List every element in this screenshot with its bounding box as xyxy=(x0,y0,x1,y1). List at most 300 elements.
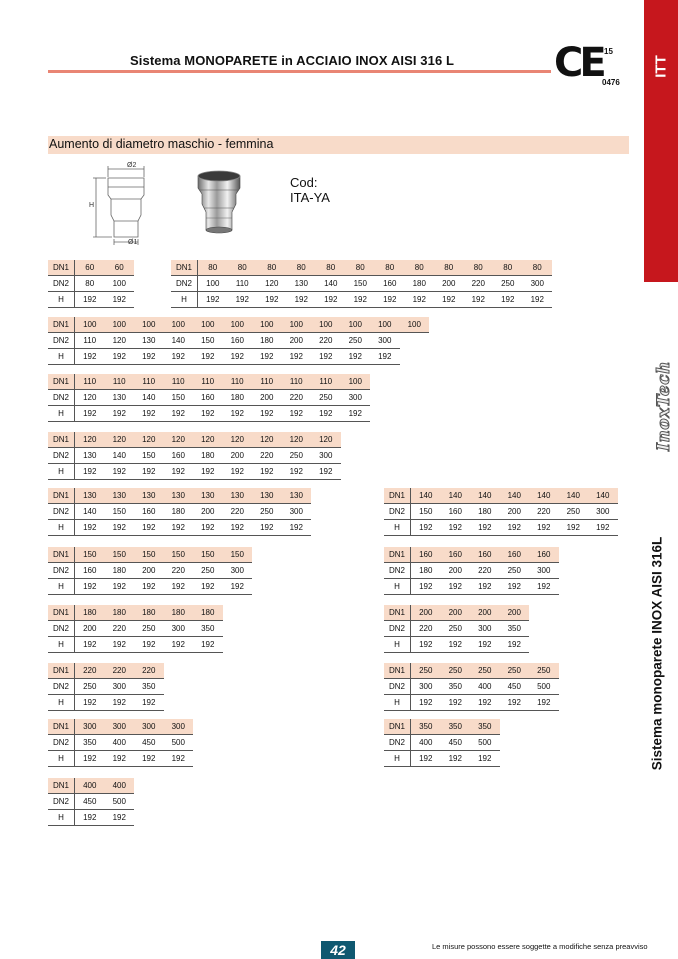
table-cell: 350 xyxy=(193,621,223,637)
table-cell: 150 xyxy=(105,547,135,563)
table-cell: 500 xyxy=(529,679,559,695)
table-cell: 220 xyxy=(464,276,494,292)
table-row xyxy=(48,735,193,751)
table-cell: 150 xyxy=(193,547,223,563)
table-cell: 100 xyxy=(164,317,194,333)
table-cell: 192 xyxy=(134,695,164,711)
table-cell: 192 xyxy=(75,637,105,653)
dimension-table xyxy=(48,488,311,536)
table-cell: 192 xyxy=(105,406,135,422)
table-cell: 140 xyxy=(75,504,105,520)
table-cell: 300 xyxy=(105,719,135,735)
row-header-cell: H xyxy=(171,292,198,308)
table-cell: 130 xyxy=(287,276,317,292)
table-cell: 180 xyxy=(411,563,441,579)
table-cell: 120 xyxy=(252,432,282,448)
table-cell: 192 xyxy=(282,349,312,365)
table-cell: 300 xyxy=(341,390,371,406)
table-cell: 450 xyxy=(75,794,105,810)
table-cell: 160 xyxy=(441,547,471,563)
table-cell: 450 xyxy=(441,735,471,751)
table-cell: 250 xyxy=(470,663,500,679)
table-cell: 140 xyxy=(316,276,346,292)
table-cell: 160 xyxy=(375,276,405,292)
table-cell: 180 xyxy=(223,390,253,406)
table-row xyxy=(48,794,134,810)
table-cell: 192 xyxy=(105,579,135,595)
table-cell: 192 xyxy=(75,349,105,365)
table-cell: 192 xyxy=(193,406,223,422)
row-header-cell: H xyxy=(384,520,411,536)
table-cell: 250 xyxy=(411,663,441,679)
table-cell: 192 xyxy=(441,637,471,653)
row-header-cell: DN2 xyxy=(384,679,411,695)
table-cell: 120 xyxy=(282,432,312,448)
table-cell: 300 xyxy=(470,621,500,637)
table-row xyxy=(48,579,252,595)
table-cell: 220 xyxy=(282,390,312,406)
table-cell: 350 xyxy=(500,621,530,637)
table-cell: 192 xyxy=(193,349,223,365)
dim-top-label: Ø2 xyxy=(127,162,137,169)
table-cell: 192 xyxy=(164,406,194,422)
table-cell: 180 xyxy=(252,333,282,349)
table-row xyxy=(48,349,429,365)
table-row xyxy=(384,488,618,504)
table-cell: 192 xyxy=(411,751,441,767)
ce-number-bottom: 0476 xyxy=(602,78,620,87)
table-row xyxy=(48,276,134,292)
table-cell: 192 xyxy=(411,579,441,595)
language-tab xyxy=(644,0,678,282)
table-row xyxy=(48,464,341,480)
table-cell: 192 xyxy=(441,579,471,595)
row-header-cell: DN2 xyxy=(48,563,75,579)
table-cell: 140 xyxy=(588,488,618,504)
row-header-cell: H xyxy=(48,464,75,480)
table-cell: 110 xyxy=(105,374,135,390)
table-cell: 192 xyxy=(252,464,282,480)
table-cell: 192 xyxy=(411,637,441,653)
table-cell: 200 xyxy=(441,605,471,621)
ce-number-top: 15 xyxy=(604,47,613,56)
table-cell: 120 xyxy=(223,432,253,448)
table-row xyxy=(48,448,341,464)
table-row xyxy=(48,695,164,711)
table-cell: 192 xyxy=(411,695,441,711)
table-cell: 100 xyxy=(400,317,430,333)
table-cell: 400 xyxy=(411,735,441,751)
table-cell: 100 xyxy=(198,276,228,292)
table-cell: 220 xyxy=(105,621,135,637)
table-row xyxy=(48,637,223,653)
table-row xyxy=(48,260,134,276)
table-cell: 80 xyxy=(493,260,523,276)
table-row xyxy=(384,637,529,653)
table-cell: 192 xyxy=(252,520,282,536)
table-cell: 220 xyxy=(75,663,105,679)
table-cell: 192 xyxy=(441,751,471,767)
table-cell: 192 xyxy=(164,637,194,653)
table-cell: 120 xyxy=(193,432,223,448)
table-cell: 192 xyxy=(198,292,228,308)
row-header-cell: H xyxy=(48,751,75,767)
table-cell: 120 xyxy=(75,432,105,448)
table-cell: 100 xyxy=(75,317,105,333)
table-row xyxy=(48,605,223,621)
table-row xyxy=(48,679,164,695)
row-header-cell: H xyxy=(384,695,411,711)
table-cell: 120 xyxy=(75,390,105,406)
table-cell: 130 xyxy=(223,488,253,504)
table-cell: 192 xyxy=(134,751,164,767)
table-cell: 192 xyxy=(164,520,194,536)
row-header-cell: DN2 xyxy=(384,735,411,751)
dimension-table xyxy=(384,547,559,595)
row-header-cell: DN1 xyxy=(48,605,75,621)
table-cell: 192 xyxy=(441,520,471,536)
row-header-cell: DN1 xyxy=(384,719,411,735)
table-cell: 192 xyxy=(405,292,435,308)
row-header-cell: DN1 xyxy=(48,260,75,276)
table-cell: 250 xyxy=(252,504,282,520)
table-cell: 192 xyxy=(105,464,135,480)
table-cell: 140 xyxy=(500,488,530,504)
table-cell: 192 xyxy=(311,349,341,365)
table-cell: 140 xyxy=(441,488,471,504)
table-cell: 140 xyxy=(529,488,559,504)
table-cell: 300 xyxy=(105,679,135,695)
table-cell: 192 xyxy=(257,292,287,308)
table-cell: 150 xyxy=(411,504,441,520)
table-cell: 250 xyxy=(500,563,530,579)
row-header-cell: H xyxy=(48,349,75,365)
table-cell: 192 xyxy=(500,695,530,711)
table-cell: 192 xyxy=(441,695,471,711)
table-cell: 220 xyxy=(164,563,194,579)
table-cell: 300 xyxy=(523,276,553,292)
table-cell: 200 xyxy=(252,390,282,406)
table-cell: 220 xyxy=(470,563,500,579)
row-header-cell: DN2 xyxy=(48,794,75,810)
table-cell: 140 xyxy=(559,488,589,504)
table-cell: 192 xyxy=(282,464,312,480)
table-cell: 192 xyxy=(75,579,105,595)
table-row xyxy=(48,663,164,679)
table-cell: 192 xyxy=(164,464,194,480)
row-header-cell: DN2 xyxy=(48,333,75,349)
table-row xyxy=(171,292,552,308)
row-header-cell: DN1 xyxy=(48,547,75,563)
brand-logo-text: InoxTech xyxy=(654,360,675,452)
table-row xyxy=(384,504,618,520)
table-cell: 300 xyxy=(529,563,559,579)
dimension-table xyxy=(48,778,134,826)
table-cell: 192 xyxy=(470,520,500,536)
table-cell: 250 xyxy=(559,504,589,520)
table-cell: 160 xyxy=(75,563,105,579)
table-cell: 192 xyxy=(105,520,135,536)
table-cell: 192 xyxy=(470,637,500,653)
table-cell: 500 xyxy=(105,794,135,810)
table-cell: 130 xyxy=(193,488,223,504)
table-cell: 300 xyxy=(370,333,400,349)
footer-note: Le misure possono essere soggette a modifiche senza preavviso xyxy=(432,942,648,951)
row-header-cell: H xyxy=(48,695,75,711)
table-cell: 400 xyxy=(75,778,105,794)
table-cell: 110 xyxy=(228,276,258,292)
table-cell: 192 xyxy=(75,810,105,826)
table-cell: 80 xyxy=(464,260,494,276)
table-cell: 192 xyxy=(341,406,371,422)
table-row xyxy=(48,317,429,333)
product-code: ITA-YA xyxy=(290,190,330,205)
dimension-table xyxy=(48,374,370,422)
row-header-cell: H xyxy=(384,579,411,595)
table-cell: 60 xyxy=(75,260,105,276)
table-cell: 192 xyxy=(134,520,164,536)
table-cell: 120 xyxy=(257,276,287,292)
table-cell: 192 xyxy=(470,695,500,711)
table-cell: 80 xyxy=(257,260,287,276)
table-cell: 192 xyxy=(223,406,253,422)
dimension-table xyxy=(48,547,252,595)
section-title: Aumento di diametro maschio - femmina xyxy=(49,137,274,151)
table-cell: 160 xyxy=(134,504,164,520)
table-cell: 250 xyxy=(134,621,164,637)
table-cell: 130 xyxy=(134,333,164,349)
row-header-cell: DN1 xyxy=(384,605,411,621)
table-cell: 80 xyxy=(75,276,105,292)
row-header-cell: DN1 xyxy=(384,488,411,504)
table-cell: 250 xyxy=(500,663,530,679)
table-cell: 180 xyxy=(164,605,194,621)
table-cell: 200 xyxy=(441,563,471,579)
table-cell: 220 xyxy=(134,663,164,679)
row-header-cell: H xyxy=(48,810,75,826)
page-number: 42 xyxy=(321,941,355,959)
table-cell: 192 xyxy=(316,292,346,308)
table-cell: 192 xyxy=(134,349,164,365)
table-cell: 250 xyxy=(341,333,371,349)
table-row xyxy=(48,520,311,536)
table-cell: 300 xyxy=(311,448,341,464)
dimension-table xyxy=(384,663,559,711)
row-header-cell: DN1 xyxy=(384,547,411,563)
table-cell: 250 xyxy=(311,390,341,406)
table-cell: 120 xyxy=(311,432,341,448)
table-cell: 300 xyxy=(588,504,618,520)
table-cell: 180 xyxy=(193,605,223,621)
table-row xyxy=(171,276,552,292)
table-cell: 110 xyxy=(282,374,312,390)
table-row xyxy=(48,374,370,390)
table-cell: 140 xyxy=(105,448,135,464)
table-cell: 220 xyxy=(411,621,441,637)
table-cell: 130 xyxy=(105,390,135,406)
table-cell: 300 xyxy=(164,719,194,735)
table-cell: 120 xyxy=(105,432,135,448)
table-cell: 130 xyxy=(164,488,194,504)
table-cell: 200 xyxy=(75,621,105,637)
table-cell: 130 xyxy=(282,488,312,504)
table-cell: 160 xyxy=(529,547,559,563)
table-row xyxy=(48,406,370,422)
table-cell: 100 xyxy=(105,276,135,292)
table-row xyxy=(48,488,311,504)
table-cell: 350 xyxy=(470,719,500,735)
table-cell: 180 xyxy=(105,605,135,621)
table-row xyxy=(48,778,134,794)
table-cell: 220 xyxy=(529,504,559,520)
table-cell: 500 xyxy=(470,735,500,751)
table-cell: 160 xyxy=(193,390,223,406)
row-header-cell: DN2 xyxy=(171,276,198,292)
table-row xyxy=(384,735,500,751)
table-cell: 80 xyxy=(316,260,346,276)
table-row xyxy=(48,432,341,448)
table-cell: 192 xyxy=(105,810,135,826)
table-cell: 100 xyxy=(252,317,282,333)
table-cell: 100 xyxy=(282,317,312,333)
row-header-cell: H xyxy=(48,520,75,536)
table-cell: 192 xyxy=(164,751,194,767)
table-cell: 150 xyxy=(134,448,164,464)
table-cell: 130 xyxy=(75,448,105,464)
table-cell: 100 xyxy=(370,317,400,333)
table-cell: 192 xyxy=(311,406,341,422)
table-cell: 350 xyxy=(441,679,471,695)
table-cell: 110 xyxy=(193,374,223,390)
table-cell: 120 xyxy=(134,432,164,448)
table-cell: 192 xyxy=(375,292,405,308)
table-cell: 192 xyxy=(470,751,500,767)
table-cell: 160 xyxy=(441,504,471,520)
table-cell: 192 xyxy=(252,349,282,365)
table-cell: 192 xyxy=(411,520,441,536)
table-cell: 192 xyxy=(559,520,589,536)
table-cell: 192 xyxy=(75,751,105,767)
table-cell: 250 xyxy=(193,563,223,579)
table-cell: 140 xyxy=(470,488,500,504)
table-cell: 192 xyxy=(134,406,164,422)
table-cell: 192 xyxy=(500,579,530,595)
table-row xyxy=(384,663,559,679)
brand-logo xyxy=(641,360,677,450)
table-cell: 150 xyxy=(346,276,376,292)
table-cell: 192 xyxy=(500,520,530,536)
table-cell: 110 xyxy=(134,374,164,390)
table-cell: 220 xyxy=(223,504,253,520)
dim-side-label: H xyxy=(89,202,95,209)
table-row xyxy=(48,390,370,406)
table-cell: 192 xyxy=(105,349,135,365)
table-cell: 80 xyxy=(346,260,376,276)
table-cell: 100 xyxy=(311,317,341,333)
table-cell: 130 xyxy=(252,488,282,504)
row-header-cell: DN2 xyxy=(48,504,75,520)
table-row xyxy=(48,547,252,563)
row-header-cell: DN1 xyxy=(48,719,75,735)
header-rule xyxy=(48,70,551,73)
row-header-cell: DN2 xyxy=(384,563,411,579)
table-cell: 300 xyxy=(75,719,105,735)
row-header-cell: DN1 xyxy=(171,260,198,276)
table-cell: 180 xyxy=(134,605,164,621)
table-cell: 192 xyxy=(282,406,312,422)
table-cell: 180 xyxy=(164,504,194,520)
table-cell: 192 xyxy=(223,464,253,480)
table-cell: 220 xyxy=(311,333,341,349)
table-cell: 192 xyxy=(464,292,494,308)
table-cell: 192 xyxy=(193,637,223,653)
dimension-table xyxy=(48,663,164,711)
table-cell: 192 xyxy=(346,292,376,308)
row-header-cell: H xyxy=(48,292,75,308)
table-cell: 160 xyxy=(470,547,500,563)
table-cell: 200 xyxy=(134,563,164,579)
table-cell: 100 xyxy=(193,317,223,333)
row-header-cell: DN2 xyxy=(48,276,75,292)
table-cell: 192 xyxy=(193,579,223,595)
table-cell: 192 xyxy=(75,464,105,480)
ce-symbol: CE xyxy=(554,40,603,86)
table-cell: 192 xyxy=(282,520,312,536)
table-cell: 200 xyxy=(500,504,530,520)
table-cell: 300 xyxy=(223,563,253,579)
dimension-table xyxy=(48,260,134,308)
table-cell: 110 xyxy=(223,374,253,390)
table-cell: 192 xyxy=(75,520,105,536)
table-cell: 192 xyxy=(223,579,253,595)
table-cell: 250 xyxy=(441,621,471,637)
table-cell: 192 xyxy=(370,349,400,365)
row-header-cell: DN2 xyxy=(48,621,75,637)
table-cell: 400 xyxy=(105,778,135,794)
table-cell: 192 xyxy=(105,292,135,308)
table-cell: 192 xyxy=(500,637,530,653)
table-cell: 110 xyxy=(75,374,105,390)
table-cell: 192 xyxy=(588,520,618,536)
table-row xyxy=(384,621,529,637)
table-cell: 180 xyxy=(105,563,135,579)
row-header-cell: DN1 xyxy=(48,432,75,448)
table-cell: 192 xyxy=(434,292,464,308)
table-cell: 80 xyxy=(198,260,228,276)
table-cell: 192 xyxy=(105,695,135,711)
table-cell: 192 xyxy=(134,464,164,480)
table-cell: 192 xyxy=(75,292,105,308)
table-cell: 100 xyxy=(134,317,164,333)
table-cell: 180 xyxy=(193,448,223,464)
table-cell: 100 xyxy=(341,374,371,390)
table-cell: 250 xyxy=(282,448,312,464)
table-cell: 160 xyxy=(500,547,530,563)
table-cell: 160 xyxy=(411,547,441,563)
row-header-cell: DN2 xyxy=(48,448,75,464)
table-cell: 192 xyxy=(105,637,135,653)
table-cell: 350 xyxy=(134,679,164,695)
table-cell: 300 xyxy=(282,504,312,520)
row-header-cell: DN1 xyxy=(48,317,75,333)
table-cell: 250 xyxy=(441,663,471,679)
table-cell: 150 xyxy=(223,547,253,563)
table-cell: 220 xyxy=(252,448,282,464)
row-header-cell: H xyxy=(48,406,75,422)
table-row xyxy=(48,333,429,349)
row-header-cell: DN1 xyxy=(48,488,75,504)
table-cell: 192 xyxy=(164,579,194,595)
